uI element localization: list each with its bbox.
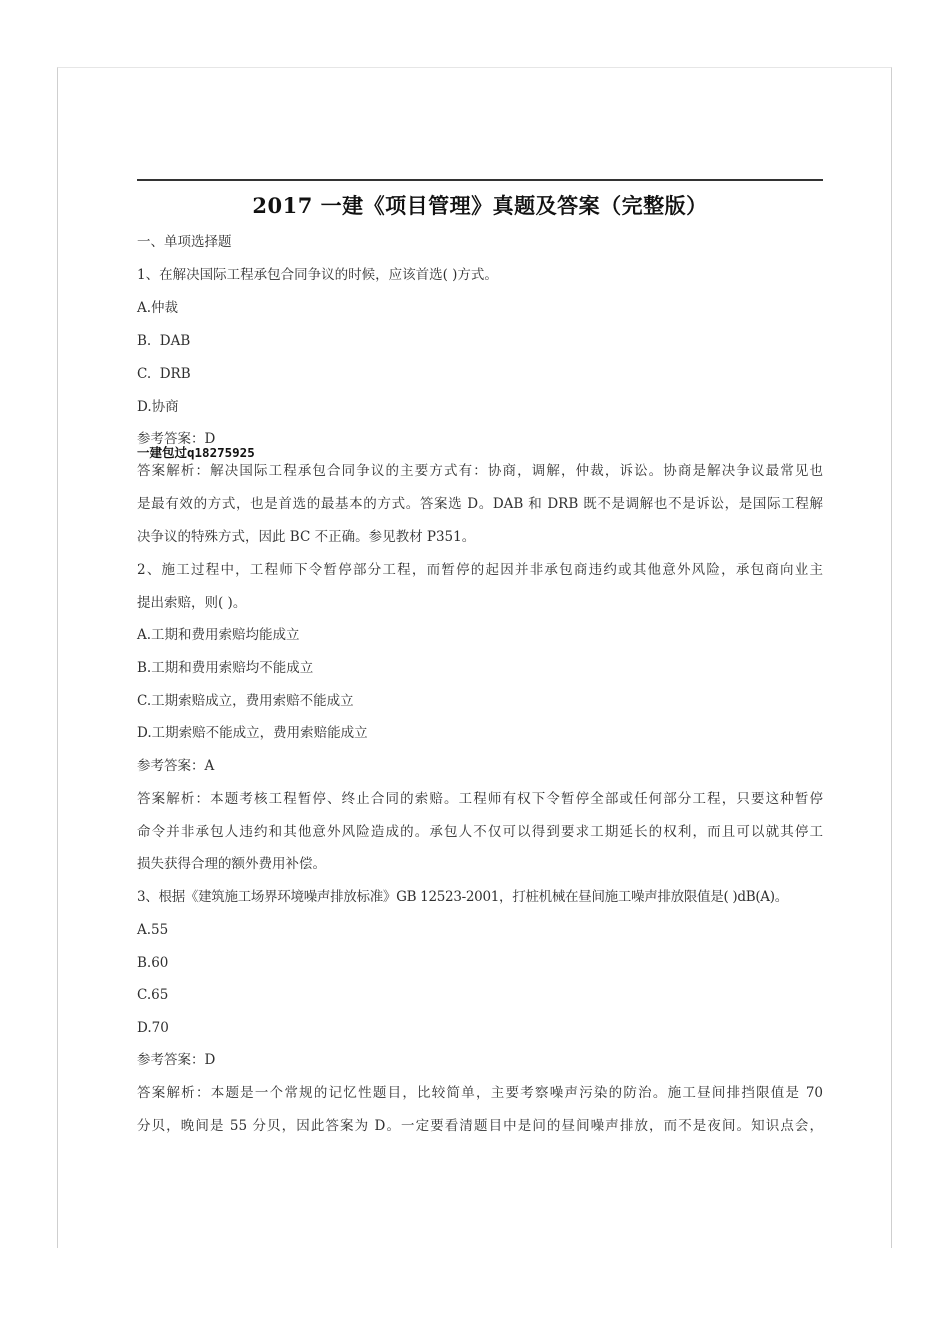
question-2-analysis-line: 命令并非承包人违约和其他意外风险造成的。承包人不仅可以得到要求工期延长的权利，而且可以就其停工 (137, 824, 823, 840)
question-1-analysis-line: 决争议的特殊方式，因此 BC 不正确。参见教材 P351。 (137, 529, 476, 545)
question-2-analysis-line: 答案解析：本题考核工程暂停、终止合同的索赔。工程师有权下令暂停全部或任何部分工程，只要这种暂停 (137, 791, 823, 807)
title-rule (137, 179, 823, 181)
question-2-stem: 提出索赔，则( )。 (137, 595, 247, 611)
stamp-note: 一建包过q18275925 (137, 445, 255, 460)
question-2-option-a: A.工期和费用索赔均能成立 (137, 627, 300, 643)
question-3-analysis-line: 答案解析：本题是一个常规的记忆性题目，比较简单，主要考察噪声污染的防治。施工昼间排挡限值是 70 (137, 1085, 823, 1101)
question-3-option-c: C.65 (137, 987, 169, 1003)
question-1-option-b: B. DAB (137, 333, 191, 349)
page-title: 2017 一建《项目管理》真题及答案（完整版） (252, 193, 708, 218)
section-heading: 一、单项选择题 (137, 234, 232, 250)
question-2-option-d: D.工期索赔不能成立，费用索赔能成立 (137, 725, 368, 741)
question-3-option-b: B.60 (137, 955, 169, 971)
question-1-option-a: A.仲裁 (137, 300, 179, 316)
question-2-option-c: C.工期索赔成立，费用索赔不能成立 (137, 693, 354, 709)
question-3-stem: 3、根据《建筑施工场界环境噪声排放标准》GB 12523-2001，打桩机械在昼间施工噪声排放限值是( )dB(A)。 (137, 889, 788, 905)
question-1-answer: 参考答案：D (137, 431, 216, 447)
question-1-analysis-line: 是最有效的方式，也是首选的最基本的方式。答案选 D。DAB 和 DRB 既不是调解也不是诉讼，是国际工程解 (137, 496, 823, 512)
question-1-option-d: D.协商 (137, 399, 179, 415)
question-2-stem: 2、施工过程中，工程师下令暂停部分工程，而暂停的起因并非承包商违约或其他意外风险，承包商向业主 (137, 562, 823, 578)
question-3-option-d: D.70 (137, 1020, 169, 1036)
question-3-option-a: A.55 (137, 922, 169, 938)
question-2-option-b: B.工期和费用索赔均不能成立 (137, 660, 314, 676)
question-3-analysis-line: 分贝，晚间是 55 分贝，因此答案为 D。一定要看清题目中是问的昼间噪声排放，而不是夜间。知识点会， (137, 1118, 823, 1134)
question-2-analysis-line: 损失获得合理的额外费用补偿。 (137, 856, 326, 872)
question-2-answer: 参考答案：A (137, 758, 215, 774)
question-1-analysis-line: 答案解析：解决国际工程承包合同争议的主要方式有：协商，调解，仲裁，诉讼。协商是解决争议最常见也 (137, 463, 823, 479)
question-1-stem: 1、在解决国际工程承包合同争议的时候，应该首选( )方式。 (137, 267, 498, 283)
question-3-answer: 参考答案：D (137, 1052, 216, 1068)
question-1-option-c: C. DRB (137, 366, 191, 382)
